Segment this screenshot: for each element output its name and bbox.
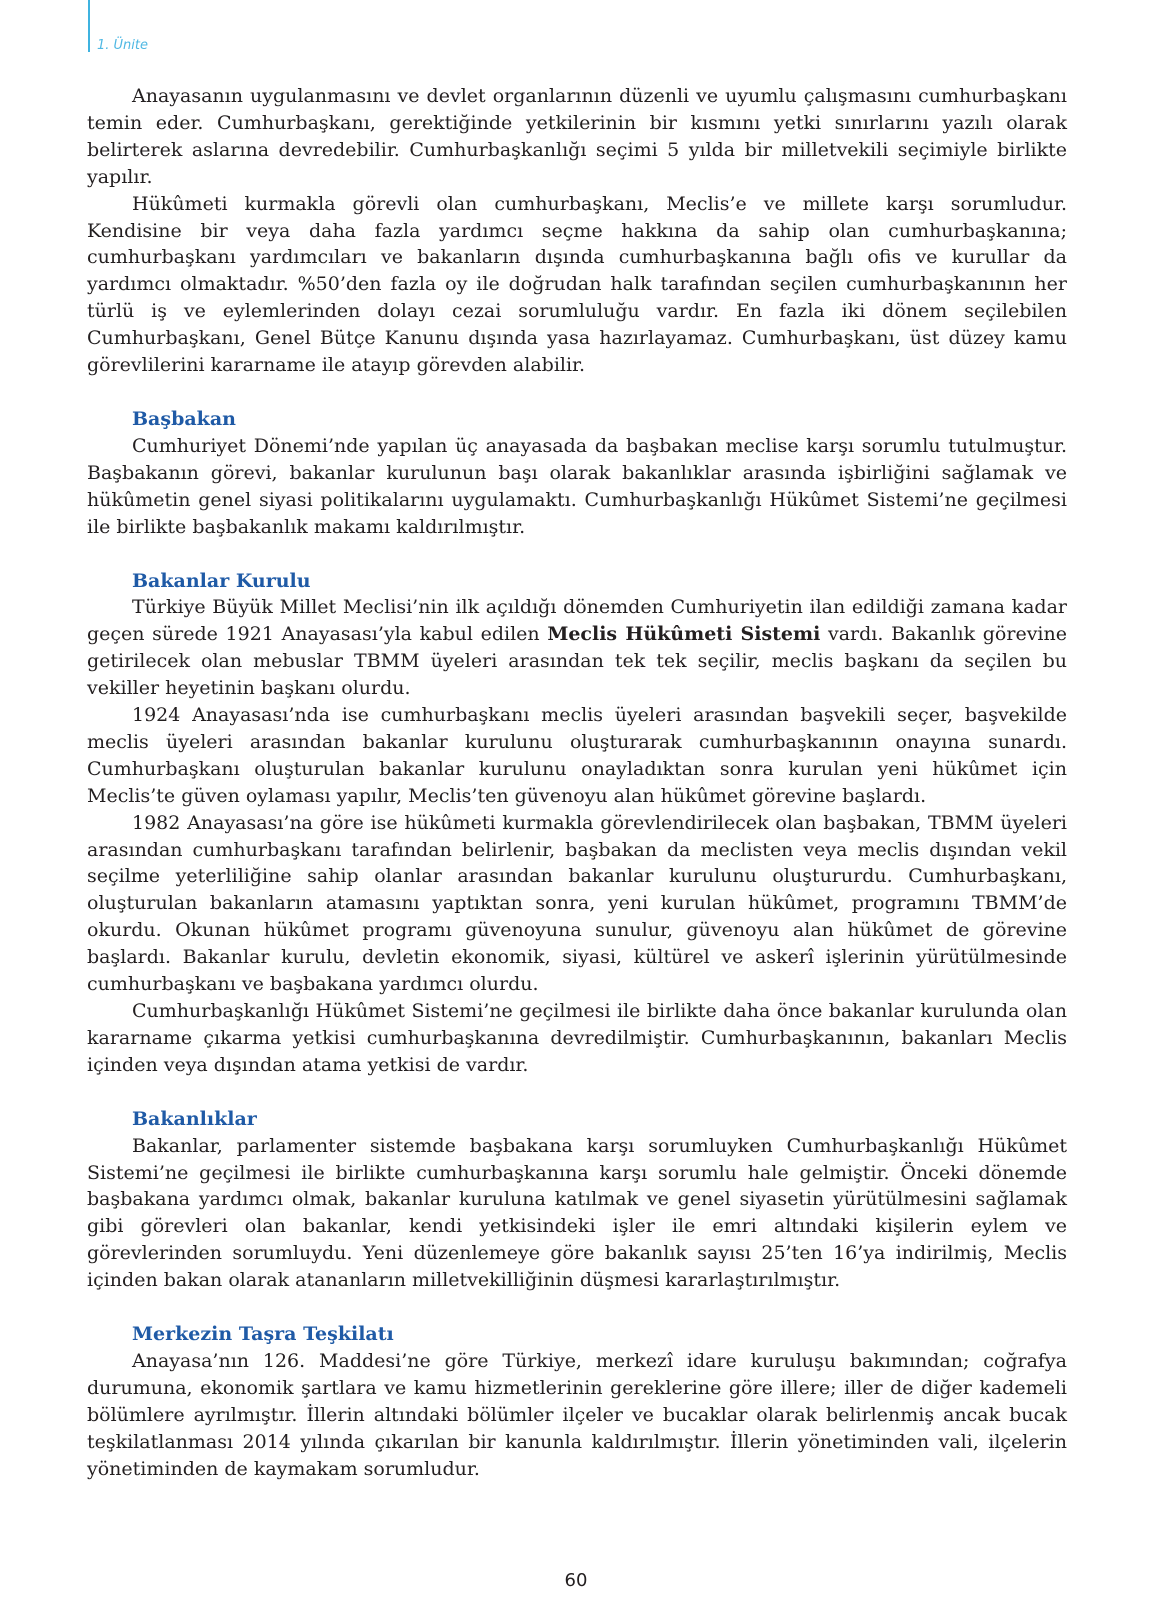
- paragraph: [87, 594, 1067, 702]
- section-bakanliklar: [87, 1106, 1067, 1294]
- paragraph: Anayasa’nın 126. Maddesi’ne göre Türkiye, merkezî idare kuruluşu bakımından; coğrafya durumuna, ekonomik şartlara ve kamu hizmetlerinin gereklerine göre illere; iller de diğer kademeli bölümlere ayrılmıştır. İllerin altındaki bölümler ilçeler ve bucaklar olarak belirlenmiş ancak bucak teşkilatlanması 2014 yılında çıkarılan bir kanunla kaldırılmıştır. İllerin yönetiminden vali, ilçelerin yönetiminden de kaymakam sorumludur.: [87, 1349, 1067, 1480]
- section-basbakan: [87, 406, 1067, 541]
- section-bakanlar-kurulu: [87, 568, 1067, 1079]
- text-run: vardı. Bakanlık görevine getirilecek olan mebuslar TBMM üyeleri arasından tek tek seçilir, meclis başkanı da seçilen bu vekiller heyetinin başkanı olurdu.: [87, 623, 1067, 700]
- section-tasra-teskilati: [87, 1321, 1067, 1482]
- page-number: 60: [564, 1570, 588, 1591]
- section-heading: Bakanlar Kurulu: [132, 569, 311, 592]
- paragraph: Anayasanın uygulanmasını ve devlet organlarının düzenli ve uyumlu çalışmasını cumhurbaşkanı temin eder. Cumhurbaşkanı, gerektiğinde yetkilerinin bir kısmını yetki sınırlarını yazılı olarak belirterek aslarına devredebilir. Cumhurbaşkanlığı seçimi 5 yılda bir milletvekili seçimiyle birlikte yapılır.: [87, 85, 1067, 188]
- paragraph: Cumhuriyet Dönemi’nde yapılan üç anayasada da başbakan meclise karşı sorumlu tutulmuştur. Başbakanın görevi, bakanlar kurulunun başı olarak bakanlıklar arasında işbirliğini sağlamak ve hükûmetin genel siyasi politikalarını uygulamaktı. Cumhurbaşkanlığı Hükûmet Sistemi’ne geçilmesi ile birlikte başbakanlık makamı kaldırılmıştır.: [87, 434, 1067, 538]
- paragraph: 1982 Anayasası’na göre ise hükûmeti kurmakla görevlendirilecek olan başbakan, TBMM üyeleri arasından cumhurbaşkanı tarafından belirlenir, başbakan da meclisten veya meclis dışından vekil seçilme yeterliliğine sahip olanlar arasından bakanlar kurulunu oluştururdu. Cumhurbaşkanı, oluşturulan bakanların atamasını yaptıktan sonra, yeni kurulan hükûmet, programını TBMM’de okurdu. Okunan hükûmet programı güvenoyuna sunulur, güvenoyu alan hükûmet de görevine başlardı. Bakanlar kurulu, devletin ekonomik, siyasi, kültürel ve askerî işlerinin yürütülmesinde cumhurbaşkanı ve başbakana yardımcı olurdu.: [87, 811, 1067, 996]
- paragraph: Bakanlar, parlamenter sistemde başbakana karşı sorumluyken Cumhurbaşkanlığı Hükûmet Sistemi’ne geçilmesi ile birlikte cumhurbaşkanına karşı sorumlu hale gelmiştir. Önceki dönemde başbakana yardımcı olmak, bakanlar kuruluna katılmak ve genel siyasetin yürütülmesini sağlamak gibi görevleri olan bakanlar, kendi yetkisindeki işler ile emri altındaki kişilerin eylem ve görevlerinden sorumluydu. Yeni düzenlemeye göre bakanlık sayısı 25’ten 16’ya indirilmiş, Meclis içinden bakan olarak atananların milletvekilliğinin düşmesi kararlaştırılmıştır.: [87, 1134, 1067, 1292]
- section-heading: Bakanlıklar: [132, 1107, 257, 1130]
- section-heading: Merkezin Taşra Teşkilatı: [132, 1323, 394, 1346]
- paragraph: Cumhurbaşkanlığı Hükûmet Sistemi’ne geçilmesi ile birlikte daha önce bakanlar kurulunda olan kararname çıkarma yetkisi cumhurbaşkanına devredilmiştir. Cumhurbaşkanının, bakanları Meclis içinden veya dışından atama yetkisi de vardır.: [87, 1000, 1067, 1076]
- unit-accent-line: [88, 0, 90, 52]
- section-heading: Başbakan: [132, 407, 236, 430]
- intro-section: [87, 83, 1067, 379]
- unit-label: 1. Ünite: [97, 38, 148, 53]
- bold-term: Meclis Hükûmeti Sistemi: [547, 623, 821, 646]
- paragraph: 1924 Anayasası’nda ise cumhurbaşkanı meclis üyeleri arasından başvekili seçer, başvekilde meclis üyeleri arasından bakanlar kurulunu oluşturarak cumhurbaşkanının onayına sunardı. Cumhurbaşkanı oluşturulan bakanlar kurulunu onayladıktan sonra kurulan yeni hükûmet için Meclis’te güven oylaması yapılır, Meclis’ten güvenoyu alan hükûmet görevine başlardı.: [87, 704, 1067, 807]
- text-run: Türkiye Büyük Millet Meclisi’nin ilk açıldığı dönemden Cumhuriyetin ilan edildiği zamana kadar geçen sürede 1921 Anayasası’yla kabul edilen: [87, 596, 1067, 646]
- page-content: [87, 83, 1067, 1483]
- paragraph: Hükûmeti kurmakla görevli olan cumhurbaşkanı, Meclis’e ve millete karşı sorumludur. Kendisine bir veya daha fazla yardımcı seçme hakkına da sahip olan cumhurbaşkanına; cumhurbaşkanı yardımcıları ve bakanların dışında cumhurbaşkanına bağlı ofis ve kurullar da yardımcı olmaktadır. %50’den fazla oy ile doğrudan halk tarafından seçilen cumhurbaşkanının her türlü iş ve eylemlerinden dolayı cezai sorumluluğu vardır. En fazla iki dönem seçilebilen Cumhurbaşkanı, Genel Bütçe Kanunu dışında yasa hazırlayamaz. Cumhurbaşkanı, üst düzey kamu görevlilerini kararname ile atayıp görevden alabilir.: [87, 192, 1067, 377]
